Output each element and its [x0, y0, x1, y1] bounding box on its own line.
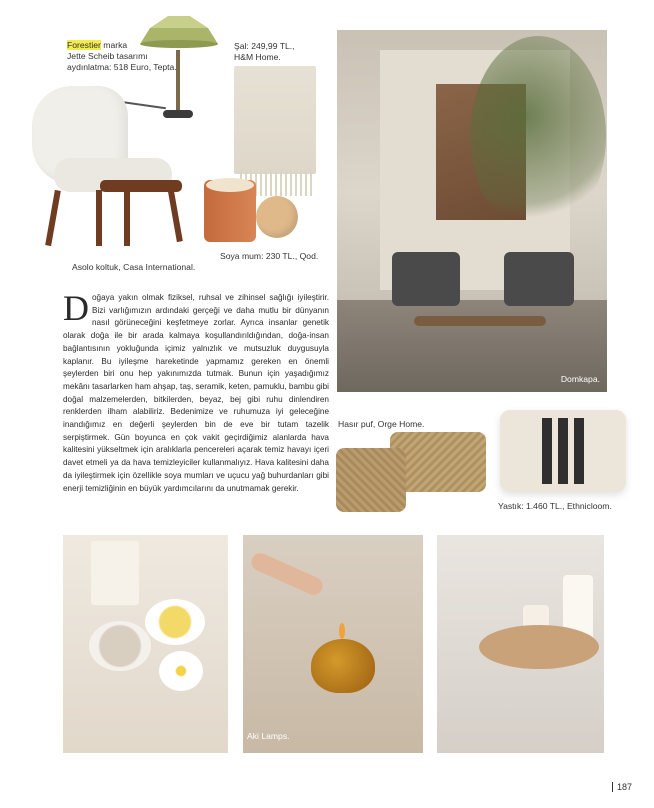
lamps-photo-caption: Aki Lamps. [247, 731, 290, 741]
cushion-stripe [542, 418, 552, 484]
oil-lamp-photo [243, 535, 423, 753]
candles-stool-photo [437, 535, 604, 753]
rattan-pouf [336, 448, 406, 512]
cushion-stripe [574, 418, 584, 484]
hand [249, 550, 326, 597]
soap-bar [91, 541, 139, 605]
amber-oil-lamp [311, 639, 375, 693]
pouf-caption: Hasır puf, Orge Home. [338, 419, 425, 429]
flower [159, 651, 203, 691]
pillow-caption: Yastık: 1.460 TL., Ethnicloom. [498, 501, 612, 511]
room-caption: Domkapa. [560, 374, 600, 384]
room-tree-foliage [470, 36, 606, 236]
lamp-brand-highlight: Forestier [67, 40, 101, 50]
page-number: 187 [612, 782, 632, 792]
lamp-caption: Forestier marka Jette Scheib tasarımı aydınlatma: 518 Euro, Tepta. [67, 40, 177, 72]
candle-wax-top [206, 178, 254, 192]
drop-cap: D [63, 288, 89, 328]
candle-caption: Soya mum: 230 TL., Qod. [220, 251, 319, 261]
throw-caption: Şal: 249,99 TL., H&M Home. [234, 41, 295, 62]
article-body [63, 288, 329, 495]
candle-lid [256, 196, 298, 238]
lamp-flame [339, 623, 345, 639]
room-armchair [504, 252, 574, 306]
wooden-stool [479, 625, 599, 669]
salt-bowl [89, 621, 151, 671]
armchair-leg [45, 190, 61, 246]
cushion-stripe [558, 418, 568, 484]
article-text: oğaya yakın olmak fiziksel, ruhsal ve zihinsel sağlığı iyileştirir. Bizi varlığımızın ardındaki gerçeği ve daha mutlu bir dünyanın nasıl görüneceğini keşfetmeye zorlar. Ayrıca insanlar genetik olarak doğa ile bir arada kalmaya koşullandırıldığından, doğa-insan bağlantısının yokluğunda içimiz yalnızlık ve mutsuzluk duygusuyla kaplanır. Bu iyileşme hareketinde yapmamız gereken en önemli şeylerden biri onu hep yakınımızda tutmak. Bunun için yaşadığımız mekânı tasarlarken ham ahşap, taş, seramik, keten, pamuklu, bambu gibi doğal malzemelerden, bitkilerden, beyaz, bej gibi ruhu dinlendiren renklerden ilham alabiliriz. Bedenimize ve ruhumuza iyi geleceğine inandığımız en değerli şeylerden bin de eve bir tutam tazelik serpiştirmek. Gün boyunca en çok vakit geçirdiğimiz alanlarda hava kalitesini yükseltmek için aralıklarla pencereleri açarak temiz havayı içeri davet etmeli ya da hava temizleyiciler kullanmalıyız. Hava kalitesini daha da iyileştirmek için özellikle soya mumları ve uçucu yağ buhurdanları gibi enerji temizliğinin en büyük yardımcılarını da unutmamak gerekir. [63, 293, 329, 493]
room-armchair [392, 252, 460, 306]
spa-products-photo [63, 535, 228, 753]
throw-blanket-image [234, 66, 316, 174]
lamp-base [163, 110, 193, 118]
armchair-leg [167, 186, 183, 242]
room-coffee-table [414, 316, 546, 326]
armchair-leg [124, 190, 130, 246]
oil-bowl [145, 599, 205, 645]
chair-caption: Asolo koltuk, Casa International. [72, 262, 196, 272]
armchair-leg [96, 190, 102, 246]
